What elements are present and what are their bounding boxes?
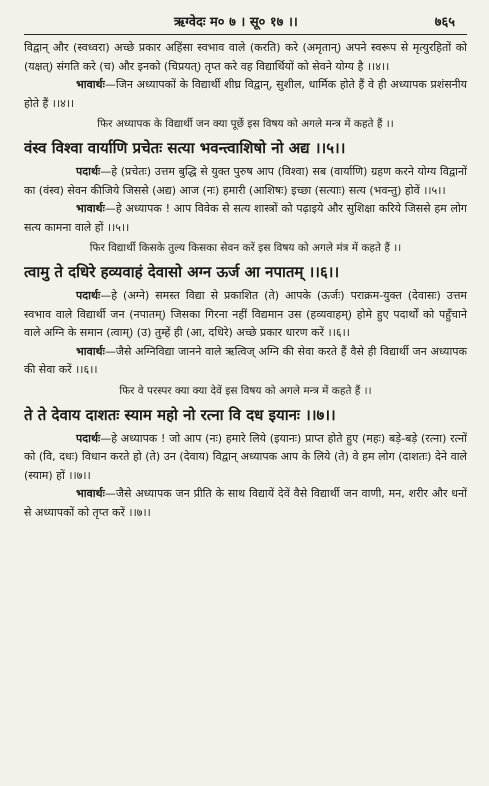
intro-5: फिर अध्यापक के विद्यार्थी जन क्या पूर्छे इस विषय को अगले मन्त्र में कहते हैं ।।: [97, 118, 394, 130]
padarth-label: पदार्थः: [76, 165, 101, 178]
intro-6: फिर विद्यार्थी किसके तुल्य किसका सेवन करें इस विषय को अगले मंत्र में कहते हैं ।।: [89, 242, 402, 254]
padarth-label: पदार्थः: [76, 431, 101, 445]
bhavarth-label: भावार्थः: [76, 78, 105, 91]
padarth-5: [24, 163, 467, 200]
padarth-label: पदार्थः: [76, 289, 101, 302]
bhavarth-7: [24, 485, 467, 522]
bhavarth-text: —हे अध्यापक ! आप विवेक से सत्य शास्त्रों को पढ़ाइये और सुशिक्षा करिये जिससे हम लोग सत्य कामना वाले हों ।।५।।: [24, 202, 467, 234]
padarth-text: —हे (अग्ने) समस्त विद्या से प्रकाशित (ते) आपके (ऊर्जः) पराक्रम-युक्त (देवासः) उत्तम स्वभाव वाले विद्यार्थी जन (नपातम्) जिसका गिरना नहीं विद्यमान उस (हव्यवाहम्) होमे हुए पदार्थों को पहुँचाने वाले अग्नि के समान (त्वाम्) (उ) तुम्हें ही (आ, दधिरे) अच्छे प्रकार धारण करें ।।६।।: [24, 289, 467, 339]
padarth-7: [24, 430, 467, 486]
paragraph-continuation: विद्वान् और (स्वध्वरा) अच्छे प्रकार अहिंसा स्वभाव वाले (करति) करे (अमृतान्) अपने स्वरूप से मृत्युरहितों को (यक्षत्) संगति करे (च) और इनको (चिप्रयत्) तृप्त करे वह विद्यार्थियों को सेवने योग्य है ।।४।।: [24, 41, 467, 73]
page-number: ७६५: [434, 15, 455, 30]
bhavarth-text: —जैसे अध्यापक जन प्रीति के साथ विद्यायें देवें वैसे विद्यार्थी जन वाणी, मन, शरीर और धनों से अध्यापकों को तृप्त करें ।।७।।: [24, 487, 467, 519]
bhavarth-label: भावार्थः: [76, 487, 105, 500]
mantra-7: ते ते देवाय दाशतः स्याम महो नो रत्ना वि दध इयानः ।।७।।: [24, 405, 336, 424]
bhavarth-label: भावार्थः: [76, 202, 105, 215]
mantra-5: वंस्व विश्वा वार्याणि प्रचेतः सत्या भवन्त्वाशिषो नो अद्य ।।५।।: [24, 139, 346, 157]
bhavarth-label: भावार्थः: [76, 344, 105, 358]
mantra-6: त्वामु ते दधिरे हव्यवाहं देवासो अग्न ऊर्ज आ नपातम् ।।६।।: [24, 263, 340, 281]
bhavarth-5: [24, 200, 467, 237]
running-title: ऋग्वेदः म० ७ । सू० १७ ।।: [174, 15, 298, 30]
padarth-text: —हे (प्रचेतः) उत्तम बुद्धि से युक्त पुरुष आप (विश्वा) सब (वार्याणि) ग्रहण करने योग्य विद्वानों का (वंस्व) सेवन कीजिये जिससे (अद्य) आज (नः) हमारी (आशिषः) इच्छा (सत्याः) सत्य (भवन्तु) होवें ।।५।।: [24, 165, 467, 197]
bhavarth-6: [24, 343, 467, 380]
running-header: [24, 10, 467, 35]
bhavarth-text: —जैसे अग्निविद्या जानने वाले ऋत्विज् अग्नि की सेवा करते हैं वैसे ही विद्यार्थी जन अध्यापक की सेवा करें ।।६।।: [24, 344, 467, 376]
bhavarth-text: —जिन अध्यापकों के विद्यार्थी शीघ्र विद्वान्, सुशील, धार्मिक होते हैं वे ही अध्यापक प्रशंसनीय होते हैं ।।४।।: [24, 78, 467, 110]
padarth-text: —हे अध्यापक ! जो आप (नः) हमारे लिये (इयानः) प्राप्त होते हुए (महः) बड़े-बड़े (रत्ना) रत्नों को (वि, दधः) विधान करते हो (ते) उन (देवाय) विद्वान् अध्यापक आप के लिये (ते) वे हम लोग (दाशतः) देने वाले (स्याम) हों ।।७।।: [24, 431, 467, 482]
intro-7: फिर वे परस्पर क्या क्या देवें इस विषय को अगले मन्त्र में कहते हैं ।।: [119, 384, 372, 397]
padarth-6: [24, 287, 467, 343]
bhavarth-4: [24, 76, 467, 113]
